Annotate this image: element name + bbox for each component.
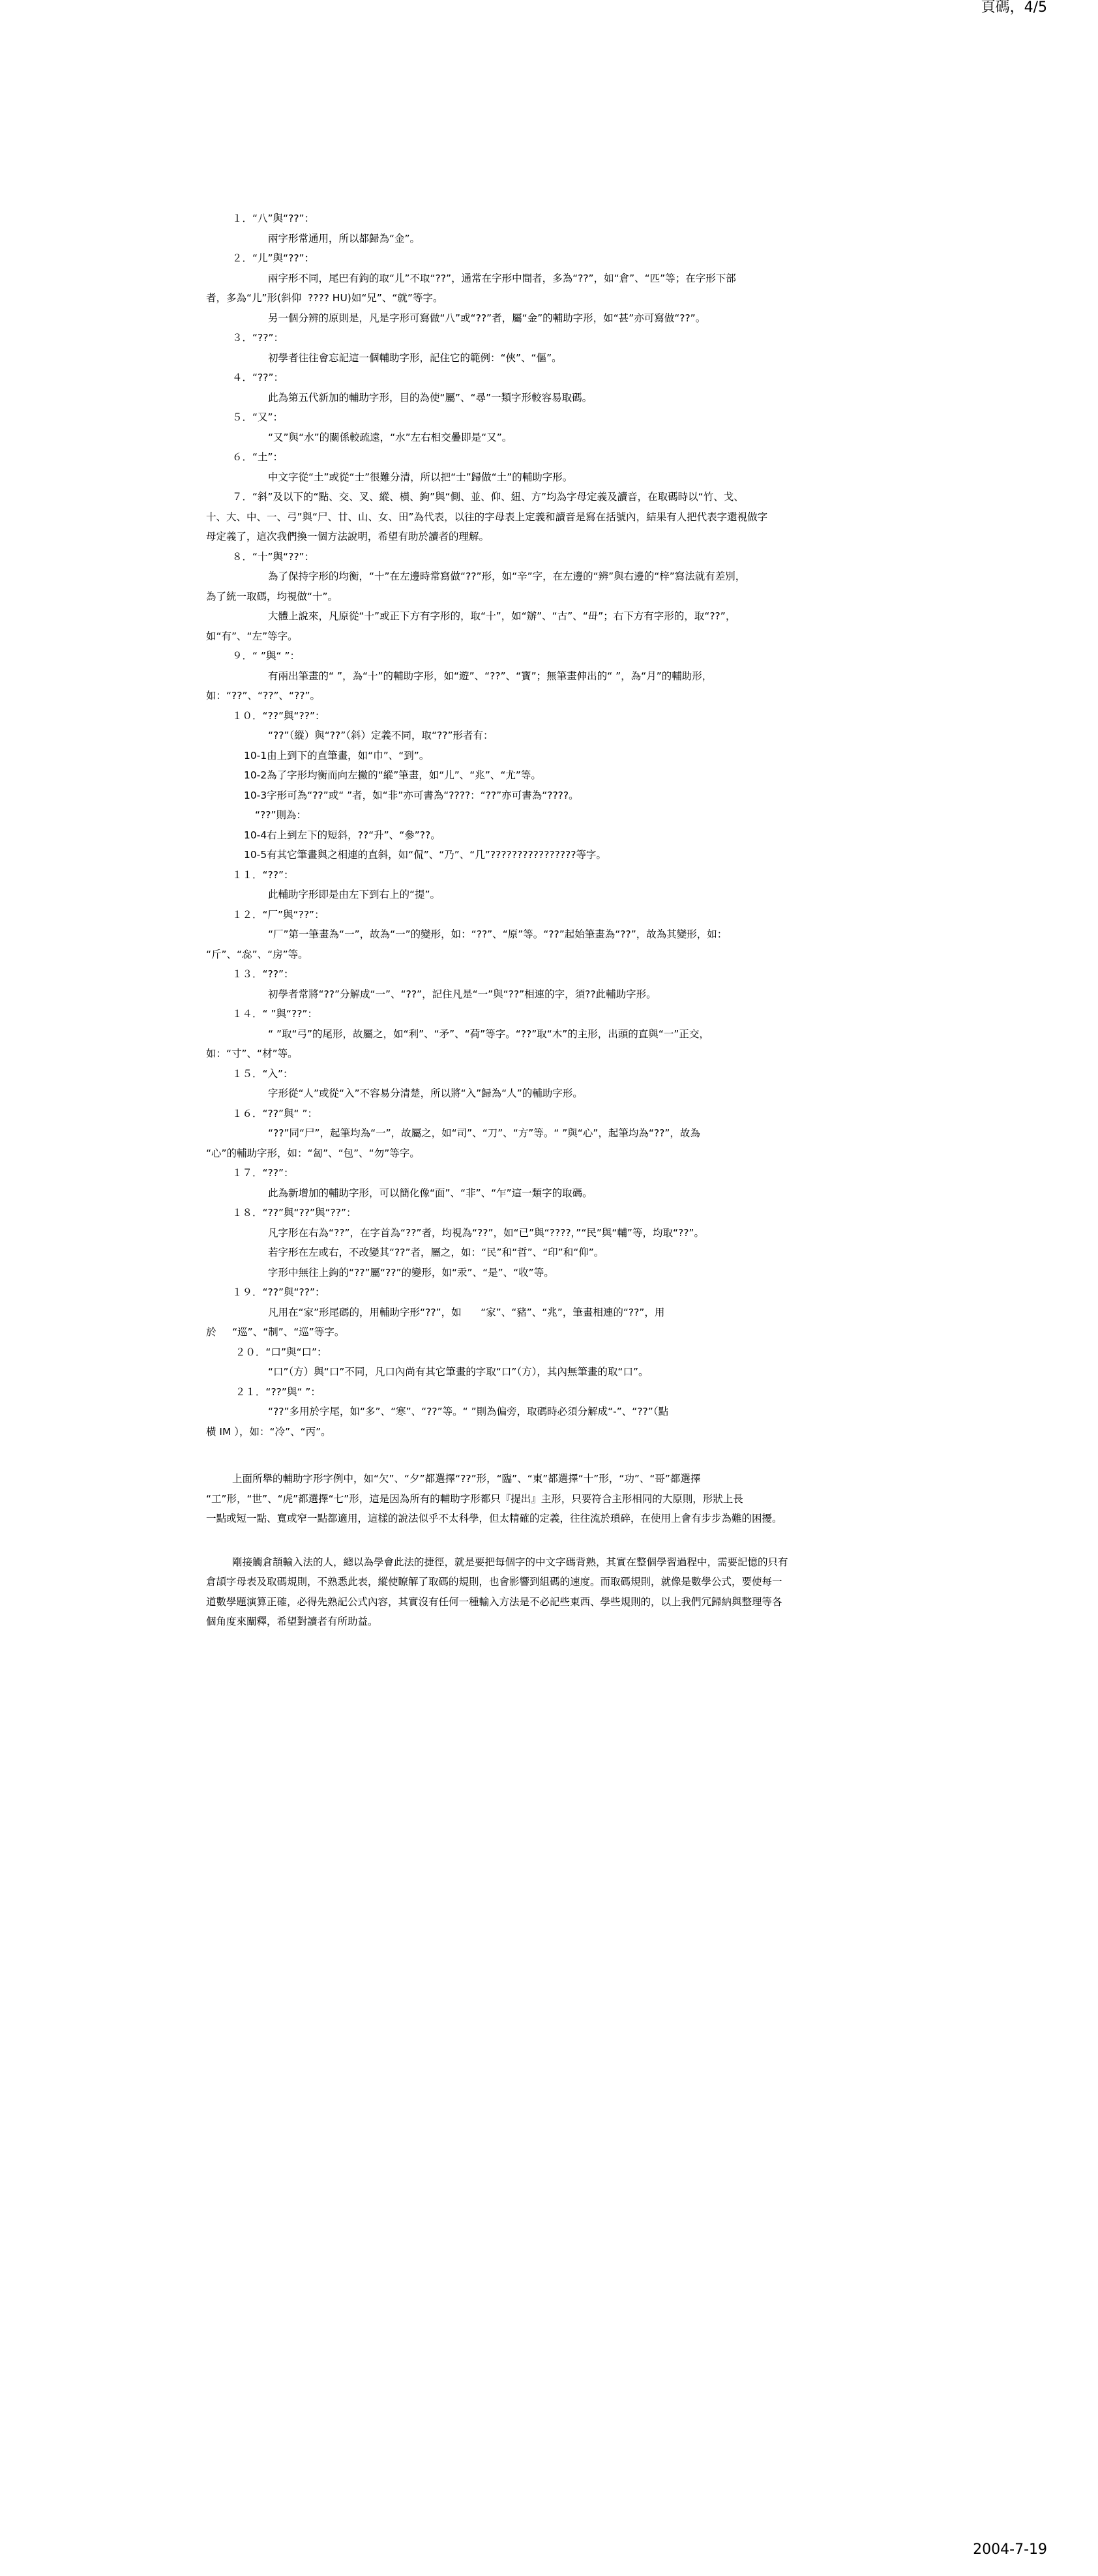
text-line: “??”多用於字尾，如“多”、“寒”、“??”等。“ ”則為偏旁，取碼時必須分解成“-”、“??”（點 — [268, 1406, 669, 1417]
text-line: １３．“??”： — [232, 968, 294, 980]
text-line: 為了統一取碼，均視做“十”。 — [206, 590, 338, 602]
text-line: 此輔助字形即是由左下到右上的“提”。 — [268, 889, 441, 900]
text-line: １４．“ ”與“??”： — [232, 1008, 318, 1020]
text-line: “??”（縱）與“??”（斜）定義不同，取“??”形者有： — [268, 730, 494, 741]
text-line: ５．“又”： — [232, 411, 284, 423]
text-line: “ ”取“弓”的尾形，故屬之，如“利”、“矛”、“荷”等字。“??”取“木”的主形，出頭的直與“一”正交， — [268, 1028, 709, 1040]
page-header: 頁碼，4/5 — [981, 0, 1047, 16]
text-line: ８．“十”與“??”： — [232, 550, 315, 563]
text-line: 另一個分辨的原則是，凡是字形可寫做“八”或“??”者，屬“金”的輔助字形，如“甚”亦可寫做“??”。 — [268, 312, 706, 324]
text-line: 凡字形在右為“??”，在字首為“??”者，均視為“??”，如“已”與“????，”“民”與“輔”等，均取“??”。 — [268, 1226, 704, 1239]
paragraph-line: 上面所舉的輔助字形字例中，如“欠”、“夕”都選擇“??”形，“臨”、“東”都選擇“十”形，“功”、“哥”都選擇 — [232, 1473, 701, 1485]
text-line: 字形從“人”或從“入”不容易分清楚，所以將“入”歸為“人”的輔助字形。 — [268, 1088, 583, 1099]
text-line: ２．“儿”與“??”： — [232, 252, 315, 264]
text-line: “又”與“水”的關係較疏遠，“水”左右相交疊即是“又”。 — [268, 431, 512, 443]
text-line: 於 “巡”、“制”、“巡”等字。 — [206, 1326, 345, 1338]
text-line: ４．“??”： — [232, 372, 284, 383]
text-line: 有兩出筆畫的“ ”，為“十”的輔助字形，如“遊”、“??”、“寶”；無筆畫伸出的“ ”，為“月”的輔助形， — [268, 670, 713, 682]
text-line: 10-2為了字形均衡而向左撇的“縱”筆畫，如“儿”、“兆”、“尤”等。 — [244, 769, 541, 781]
text-line: 如：“寸”、“材”等。 — [206, 1048, 298, 1059]
text-line: 十、大、中、一、弓”與“尸、廿、山、女、田”為代表，以往的字母表上定義和讀音是寫在括號內，結果有人把代表字還視做字 — [206, 511, 768, 523]
text-line: ６．“土”： — [232, 451, 284, 463]
text-line: 兩字形常通用，所以都歸為“金”。 — [268, 232, 421, 244]
text-line: 此為第五代新加的輔助字形，目的為使“屬”、“尋”一類字形較容易取碼。 — [268, 391, 593, 404]
text-line: ９．“ ”與“ ”： — [232, 650, 300, 662]
paragraph-line: 一點或短一點、寬或窄一點都適用，這樣的說法似乎不太科學，但太精確的定義，往往流於瑣碎，在使用上會有步步為難的困擾。 — [206, 1513, 782, 1524]
text-line: “??”同“尸”，起筆均為“一”，故屬之，如“司”、“刀”、“方”等。“ ”與“心”，起筆均為“??”，故為 — [268, 1127, 700, 1139]
paragraph-line: “工”形，“世”、“虎”都選擇“七”形，這是因為所有的輔助字形都只『提出』主形，只要符合主形相同的大原則，形狀上長 — [206, 1492, 743, 1505]
text-line: １７．“??”： — [232, 1167, 294, 1179]
paragraph-line: 個角度來闡釋，希望對讀者有所助益。 — [206, 1616, 378, 1627]
text-line: 為了保持字形的均衡，“十”在左邊時常寫做“??”形，如“辛”字，在左邊的“辨”與右邊的“梓”寫法就有差別， — [268, 570, 746, 582]
page-footer-date: 2004-7-19 — [973, 2541, 1047, 2558]
section-gap — [206, 1442, 891, 1469]
text-line: 兩字形不同，尾巴有鉤的取“儿”不取“??”，通常在字形中間者，多為“??”，如“倉”、“匹”等；在字形下部 — [268, 272, 736, 284]
text-line: 中文字從“土”或從“士”很難分清，所以把“士”歸做“土”的輔助字形。 — [268, 471, 573, 483]
text-line: “口”（方）與“口”不同，凡口內尚有其它筆畫的字取“口”（方），其內無筆畫的取“口”。 — [268, 1366, 649, 1378]
text-line: “??”則為： — [255, 809, 307, 821]
text-line: “斤”、“惢”、“房”等。 — [206, 948, 308, 960]
paragraph-line: 倉頡字母表及取碼規則，不熟悉此表，縱使瞭解了取碼的規則，也會影響到組碼的速度。而取碼規則，就像是數學公式，要使每一 — [206, 1576, 782, 1588]
text-line: １６．“??”與“ ”： — [232, 1107, 318, 1119]
text-line: 10-5有其它筆畫與之相連的直斜，如“侃”、“乃”、“几”????????????????等字。 — [244, 849, 606, 861]
text-line: 10-4右上到左下的短斜，??“升”、“參”??。 — [244, 829, 441, 841]
text-line: 大體上說來，凡原從“十”或正下方有字形的，取“十”，如“辦”、“古”、“毌”；右下方有字形的，取“??”， — [268, 610, 736, 622]
paragraph-gap — [206, 1529, 891, 1552]
paragraph-line: 道數學題演算正確，必得先熟記公式內容，其實沒有任何一種輸入方法是不必記些東西、學些規則的，以上我們冗歸納與整理等各 — [206, 1595, 782, 1608]
text-line: 凡用在“家”形尾碼的，用輔助字形“??”，如 “家”、“豬”、“兆”，筆畫相連的“??”，用 — [268, 1306, 665, 1318]
text-line: ３．“??”： — [232, 332, 284, 344]
text-line: ２０．“口”與“口”： — [232, 1346, 327, 1358]
text-line: 字形中無往上鉤的“??”屬“??”的變形，如“汞”、“是”、“收”等。 — [268, 1266, 554, 1279]
text-line: “心”的輔助字形，如：“匐”、“包”、“勿”等字。 — [206, 1147, 420, 1159]
text-line: 橫 IM ），如：“冷”、“丙”。 — [206, 1425, 331, 1438]
text-line: １．“八”與“??”： — [232, 213, 315, 224]
text-line: 初學者往往會忘記這一個輔助字形，記住它的範例：“俠”、“傴”。 — [268, 351, 562, 364]
text-line: “厂”第一筆畫為“一”，故為“一”的變形，如：“??”、“原”等。“??”起始筆畫為“??”，故為其變形，如： — [268, 928, 728, 940]
text-line: 初學者常將“??”分解成“一”、“??”，記住凡是“一”與“??”相連的字，須??此輔助字形。 — [268, 988, 657, 1000]
text-line: 母定義了，這次我們換一個方法說明，希望有助於讀者的理解。 — [206, 531, 490, 542]
text-line: 者，多為“儿”形(斜仰 ???? HU)如“兄”、“就”等字。 — [206, 292, 443, 304]
text-line: １２．“厂”與“??”： — [232, 908, 325, 921]
text-line: １０．“??”與“??”： — [232, 709, 325, 722]
text-line: ７．“斜”及以下的“點、交、叉、縱、橫、鉤”與“側、並、仰、紐、方”均為字母定義及讀音，在取碼時以“竹、戈、 — [232, 491, 744, 503]
paragraph-line: 剛接觸倉頡輸入法的人，總以為學會此法的捷徑，就是要把每個字的中文字碼背熟，其實在整個學習過程中，需要記憶的只有 — [232, 1556, 788, 1568]
text-line: 此為新增加的輔助字形，可以簡化像“面”、“非”、“乍”這一類字的取碼。 — [268, 1187, 593, 1199]
document-body — [206, 209, 891, 1632]
text-line: １８．“??”與“??”與“??”： — [232, 1207, 357, 1219]
text-line: １５．“入”： — [232, 1067, 293, 1080]
text-line: 10-1由上到下的直筆畫，如“巾”、“到”。 — [244, 749, 430, 762]
text-line: １１．“??”： — [232, 868, 294, 881]
text-line: 若字形在左或右，不改變其“??”者，屬之，如：“民”和“哲”、“印”和“仰”。 — [268, 1247, 604, 1258]
text-line: 如“有”、“左”等字。 — [206, 630, 298, 642]
text-line: ２１．“??”與“ ”： — [232, 1385, 321, 1398]
text-line: 如：“??”、“??”、“??”。 — [206, 690, 321, 702]
text-line: 10-3字形可為“??”或“ ”者，如“非”亦可書為“????：“??”亦可書為“????。 — [244, 789, 579, 801]
text-line: １９．“??”與“??”： — [232, 1286, 325, 1298]
